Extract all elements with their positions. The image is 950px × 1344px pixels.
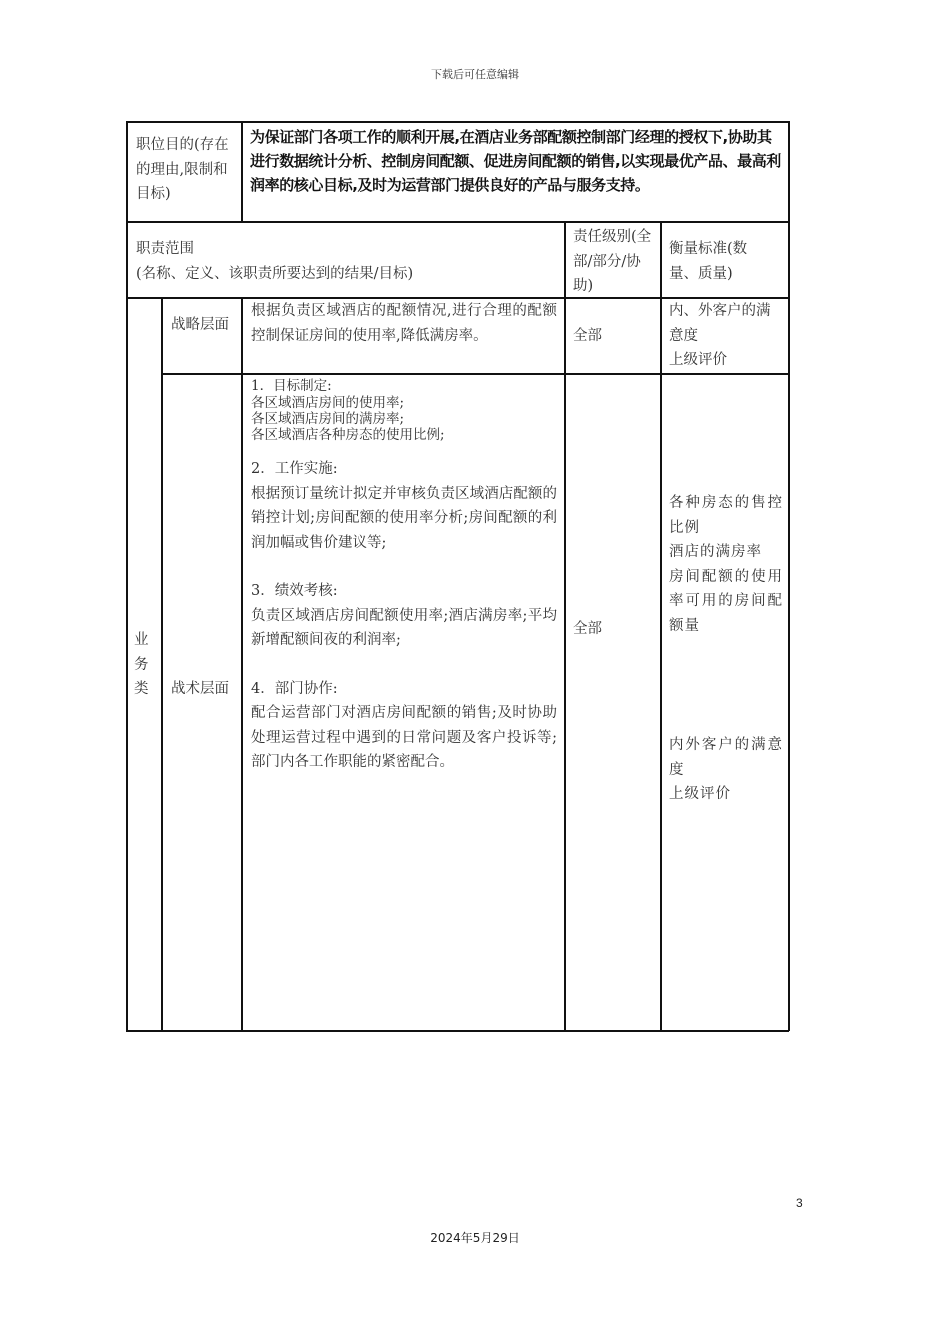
- strategic-label: 战略层面: [171, 317, 229, 333]
- footer-date: 2024年5月29日: [430, 1231, 520, 1245]
- col-divider-level: [564, 221, 566, 1031]
- row-divider-strategic: [161, 373, 789, 375]
- performance-text: 负责区域酒店房间配额使用率;酒店满房率;平均新增配额间夜的利润率;: [251, 607, 557, 648]
- goal-title: 1．目标制定:: [251, 378, 332, 394]
- strategic-content: 根据负责区域酒店的配额情况,进行合理的配额控制保证房间的使用率,降低满房率。: [251, 303, 557, 344]
- page-number: 3: [796, 1196, 803, 1210]
- goal-line-1: 各区域酒店房间的使用率;: [251, 395, 405, 411]
- scope-header: [136, 237, 556, 286]
- scope-header-title: 职责范围: [136, 241, 194, 257]
- collaboration-section: [251, 677, 557, 775]
- performance-section: [251, 579, 557, 653]
- col-divider-purpose: [241, 121, 243, 222]
- table-border-top: [126, 121, 789, 123]
- col-divider-category: [161, 297, 163, 1031]
- measure-header: 衡量标准(数量、质量): [669, 241, 748, 282]
- page-header: 下载后可任意编辑: [431, 68, 519, 81]
- tactical-content: [251, 377, 557, 775]
- strategic-measure: [669, 299, 781, 373]
- strategic-level: 全部: [573, 328, 602, 344]
- purpose-text: 为保证部门各项工作的顺利开展,在酒店业务部配额控制部门经理的授权下,协助其进行数据统计分析、控制房间配额、促进房间配额的销售,以实现最优产品、最高利润率的核心目标,及时为运营部门提供良好的产品与服务支持。: [250, 128, 781, 194]
- table-border-bottom: [126, 1030, 789, 1032]
- table-border-left: [126, 121, 128, 1031]
- implementation-section: [251, 457, 557, 555]
- tactical-measure-c: 房间配额的使用率可用的房间配额量: [669, 568, 783, 634]
- tactical-measure-d: 内外客户的满意度: [669, 737, 783, 778]
- col-divider-measure: [660, 221, 662, 1031]
- job-description-table: [126, 121, 789, 1031]
- tactical-measure-a: 各种房态的售控比例: [669, 495, 783, 536]
- col-divider-layer: [241, 297, 243, 1031]
- strategic-measure-line1: 内、外客户的满意度: [669, 303, 771, 344]
- goal-line-2: 各区域酒店房间的满房率;: [251, 411, 405, 427]
- table-border-right: [788, 121, 790, 1031]
- implementation-text: 根据预订量统计拟定并审核负责区域酒店配额的销控计划;房间配额的使用率分析;房间配额的利润加幅或售价建议等;: [251, 485, 557, 551]
- scope-header-subtitle: (名称、定义、该职责所要达到的结果/目标): [136, 265, 414, 282]
- strategic-measure-line2: 上级评价: [669, 352, 727, 368]
- collaboration-title: 4．部门协作:: [251, 680, 338, 697]
- tactical-level: 全部: [573, 621, 602, 637]
- tactical-measure-b: 酒店的满房率: [669, 544, 762, 560]
- implementation-title: 2．工作实施:: [251, 461, 338, 477]
- performance-title: 3．绩效考核:: [251, 583, 338, 599]
- level-header: 责任级别(全部/部分/协助): [573, 229, 652, 294]
- purpose-label: 职位目的(存在的理由,限制和目标): [136, 137, 229, 202]
- goal-line-3: 各区域酒店各种房态的使用比例;: [251, 427, 445, 443]
- tactical-measure-e: 上级评价: [669, 786, 731, 802]
- category-label: 业务类: [134, 632, 149, 697]
- collaboration-text: 配合运营部门对酒店房间配额的销售;及时协助处理运营过程中遇到的日常问题及客户投诉等;部门内各工作职能的紧密配合。: [251, 705, 557, 770]
- goal-section: [251, 377, 557, 443]
- tactical-measure: [669, 491, 783, 807]
- tactical-label: 战术层面: [171, 681, 229, 697]
- row-divider-purpose: [126, 221, 789, 223]
